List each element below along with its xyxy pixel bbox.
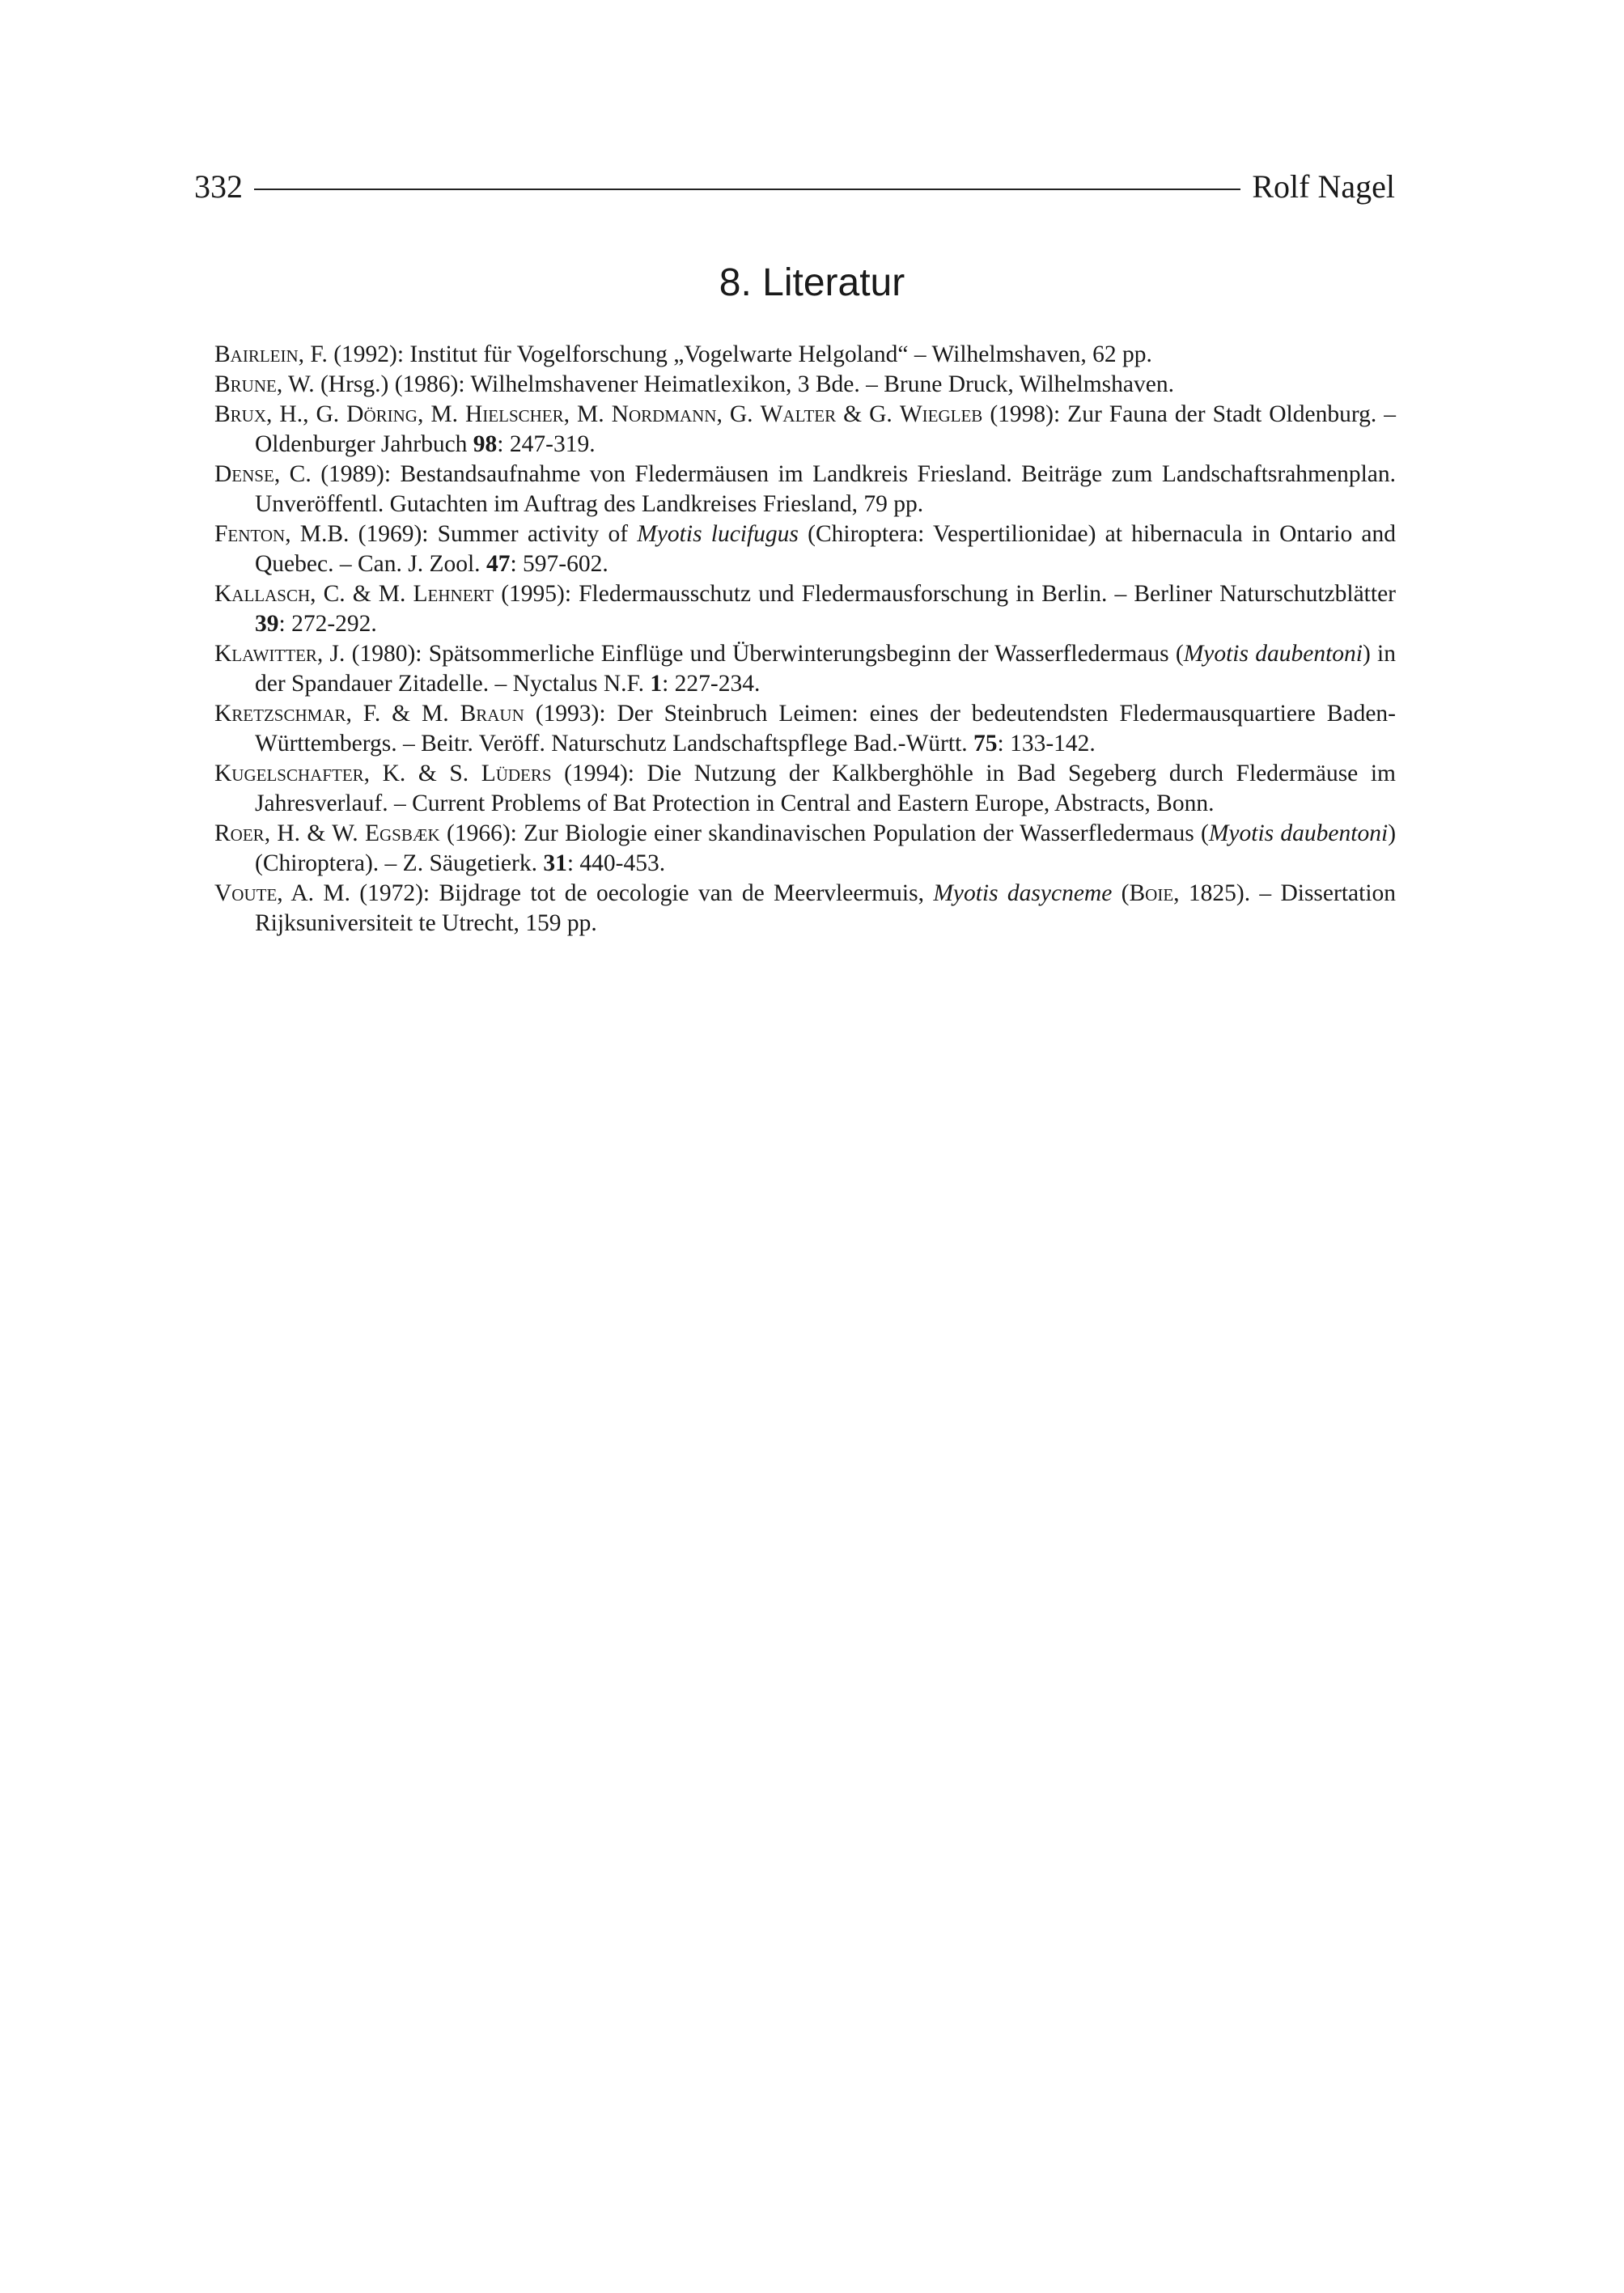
reference-text: (1995): Fledermausschutz und Fledermausforschung in Berlin. – Berliner Naturschutzblätter (494, 581, 1396, 607)
author-name: Fenton (214, 521, 286, 547)
running-author: Rolf Nagel (1252, 167, 1395, 205)
author-name: Egsbæk (364, 820, 440, 846)
author-name: Wiegleb (899, 401, 983, 427)
reference-text: , M.B. (1969): Summer activity of (285, 521, 638, 547)
reference-text: ( (1112, 880, 1130, 906)
reference-text: , M. (417, 401, 465, 427)
reference-entry-roer (214, 819, 1396, 879)
reference-entry-dense (214, 460, 1396, 519)
author-name: Kugelschafter (214, 761, 364, 786)
reference-text: , W. (Hrsg.) (1986): Wilhelmshavener Heimatlexikon, 3 Bde. – Brune Druck, Wilhelmshaven. (276, 371, 1174, 397)
species-name: Myotis dasycneme (933, 880, 1113, 906)
header-rule (254, 189, 1240, 190)
reference-text: ) in der Spandauer Zitadelle. – Nyctalus N.F. (255, 641, 1396, 697)
running-header (194, 162, 1395, 210)
author-name: Brux (214, 401, 267, 427)
reference-text: ) (Chiroptera). – Z. Säugetierk. (255, 820, 1397, 876)
page-number: 332 (194, 167, 243, 205)
author-name: Bairlein (214, 341, 299, 367)
reference-text: (Chiroptera: Vespertilionidae) at hibernacula in Ontario and Quebec. – Can. J. Zool. (255, 521, 1396, 577)
author-name: Hielscher (465, 401, 564, 427)
reference-text: , K. & S. (363, 761, 481, 786)
section-title: 8. Literatur (719, 261, 905, 304)
volume-number: 47 (486, 551, 511, 577)
reference-text: , H. & W. (264, 820, 365, 846)
reference-text: , J. (1980): Spätsommerliche Einflüge und Überwinterungsbeginn der Wasserfledermaus ( (316, 641, 1184, 667)
author-name: Brune (214, 371, 277, 397)
volume-number: 39 (255, 611, 279, 637)
volume-number: 1 (650, 671, 663, 697)
reference-entry-kugelschafter (214, 759, 1396, 819)
species-name: Myotis daubentoni (1183, 641, 1363, 667)
reference-text: : 133-142. (997, 731, 1096, 757)
author-name: Klawitter (214, 641, 317, 667)
reference-text: (1993): Der Steinbruch Leimen: eines der bedeutendsten Fledermausquartiere Baden-Württembergs. – Beitr. Veröff. Naturschutz Landschaftspflege Bad.-Württ. (255, 701, 1396, 757)
reference-text: , C. & M. (310, 581, 413, 607)
volume-number: 75 (973, 731, 998, 757)
reference-entry-kallasch (214, 579, 1396, 639)
author-name: Kretzschmar (214, 701, 346, 727)
author-name: Walter (760, 401, 837, 427)
author-name: Döring (346, 401, 418, 427)
reference-text: , C. (1989): Bestandsaufnahme von Fledermäusen im Landkreis Friesland. Beiträge zum Landschaftsrahmenplan. Unveröffentl. Gutachten im Auftrag des Landkreises Friesland, 79 pp. (255, 461, 1396, 517)
reference-text: (1994): Die Nutzung der Kalkberghöhle in Bad Segeberg durch Fledermäuse im Jahresverlauf. – Current Problems of Bat Protection in Central and Eastern Europe, Abstracts, Bonn. (255, 761, 1396, 816)
author-name: Kallasch (214, 581, 311, 607)
reference-text: & G. (836, 401, 900, 427)
reference-text: (1966): Zur Biologie einer skandinavischen Population der Wasserfledermaus ( (439, 820, 1209, 846)
reference-text: : 440-453. (566, 850, 666, 876)
reference-text: , 1825). – Dissertation Rijksuniversiteit te Utrecht, 159 pp. (255, 880, 1397, 936)
species-name: Myotis lucifugus (637, 521, 799, 547)
reference-text: (1998): Zur Fauna der Stadt Oldenburg. – Oldenburger Jahrbuch (255, 401, 1397, 457)
reference-entry-kretzschmar (214, 699, 1396, 759)
author-name: Voute (214, 880, 278, 906)
author-name: Lüders (481, 761, 552, 786)
author-name: Roer (214, 820, 265, 846)
species-name: Myotis daubentoni (1208, 820, 1389, 846)
reference-text: , F. (1992): Institut für Vogelforschung „Vogelwarte Helgoland“ – Wilhelmshaven, 62 pp. (298, 341, 1152, 367)
reference-text: , A. M. (1972): Bijdrage tot de oecologie van de Meervleermuis, (277, 880, 934, 906)
author-name: Nordmann (611, 401, 717, 427)
reference-text: : 597-602. (510, 551, 608, 577)
reference-text: , G. (716, 401, 761, 427)
volume-number: 98 (473, 431, 498, 457)
reference-text: : 227-234. (662, 671, 761, 697)
reference-entry-fenton (214, 519, 1396, 579)
reference-text: , M. (563, 401, 612, 427)
reference-text: : 247-319. (497, 431, 596, 457)
author-name: Braun (460, 701, 524, 727)
reference-entry-brune (214, 370, 1396, 400)
reference-text: : 272-292. (278, 611, 377, 637)
author-name: Lehnert (413, 581, 494, 607)
volume-number: 31 (543, 850, 567, 876)
author-name: Dense (214, 461, 274, 487)
reference-entry-klawitter (214, 639, 1396, 699)
reference-entry-bairlein (214, 340, 1396, 370)
reference-entry-voute (214, 879, 1396, 939)
reference-text: , F. & M. (346, 701, 460, 727)
reference-list (214, 340, 1396, 939)
author-name: Boie (1129, 880, 1174, 906)
reference-text: , H., G. (266, 401, 347, 427)
reference-entry-brux (214, 400, 1396, 460)
